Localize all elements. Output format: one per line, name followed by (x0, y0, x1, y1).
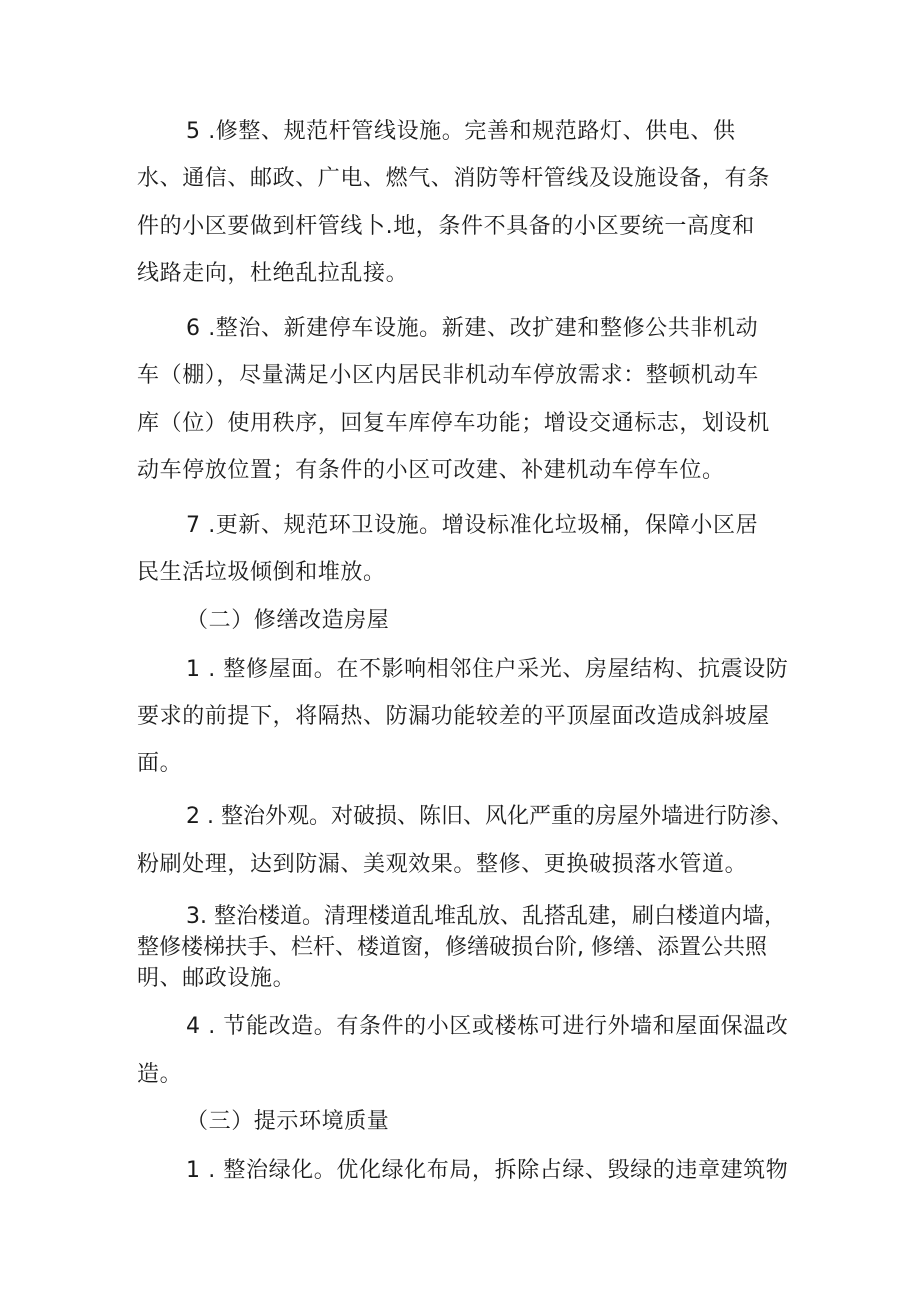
text-line: 明、邮政设施。 (137, 966, 296, 991)
text-line: 1 . 整修屋面。在不影响相邻住户采光、房屋结构、抗震设防 (186, 657, 789, 682)
text-line: 粉刷处理，达到防漏、美观效果。整修、更换破损落水管道。 (137, 852, 748, 877)
text-line: 3. 整治楼道。清理楼道乱堆乱放、乱搭乱建，刷白楼道内墙， (186, 904, 786, 929)
text-line: 要求的前提下，将隔热、防漏功能较差的平顶屋面改造成斜坡屋 (137, 704, 770, 729)
text-line: 面。 (137, 751, 183, 776)
text-line: 整修楼梯扶手、栏杆、楼道窗，修缮破损台阶, 修缮、添置公共照 (137, 935, 767, 960)
text-line: 线路走向，杜绝乱拉乱接。 (137, 261, 409, 286)
section-heading: （二）修缮改造房屋 (186, 608, 390, 633)
text-line: 7 .更新、规范环卫设施。增设标准化垃圾桶，保障小区居 (186, 513, 759, 538)
text-line: 1 . 整治绿化。优化绿化布局，拆除占绿、毁绿的违章建筑物 (186, 1158, 789, 1183)
text-line: 库（位）使用秩序，回复车库停车功能；增设交通标志，划设机 (137, 411, 770, 436)
text-line: 2 . 整治外观。对破损、陈旧、风化严重的房屋外墙进行防渗、 (186, 804, 793, 829)
text-line: 车（棚），尽量满足小区内居民非机动车停放需求：整顿机动车 (137, 363, 759, 388)
text-line: 4 . 节能改造。有条件的小区或楼栋可进行外墙和屋面保温改 (186, 1014, 789, 1039)
text-line: 件的小区要做到杆管线卜.地，条件不具备的小区要统一高度和 (137, 214, 755, 239)
text-line: 动车停放位置；有条件的小区可改建、补建机动车停车位。 (137, 458, 725, 483)
text-line: 5 .修整、规范杆管线设施。完善和规范路灯、供电、供 (186, 119, 736, 144)
text-line: 水、通信、邮政、广电、燃气、消防等杆管线及设施设备，有条 (137, 166, 770, 191)
text-line: 民生活垃圾倾倒和堆放。 (137, 560, 386, 585)
text-line: 造。 (137, 1062, 183, 1087)
section-heading: （三）提示环境质量 (186, 1109, 390, 1134)
text-line: 6 .整治、新建停车设施。新建、改扩建和整修公共非机动 (186, 316, 759, 341)
